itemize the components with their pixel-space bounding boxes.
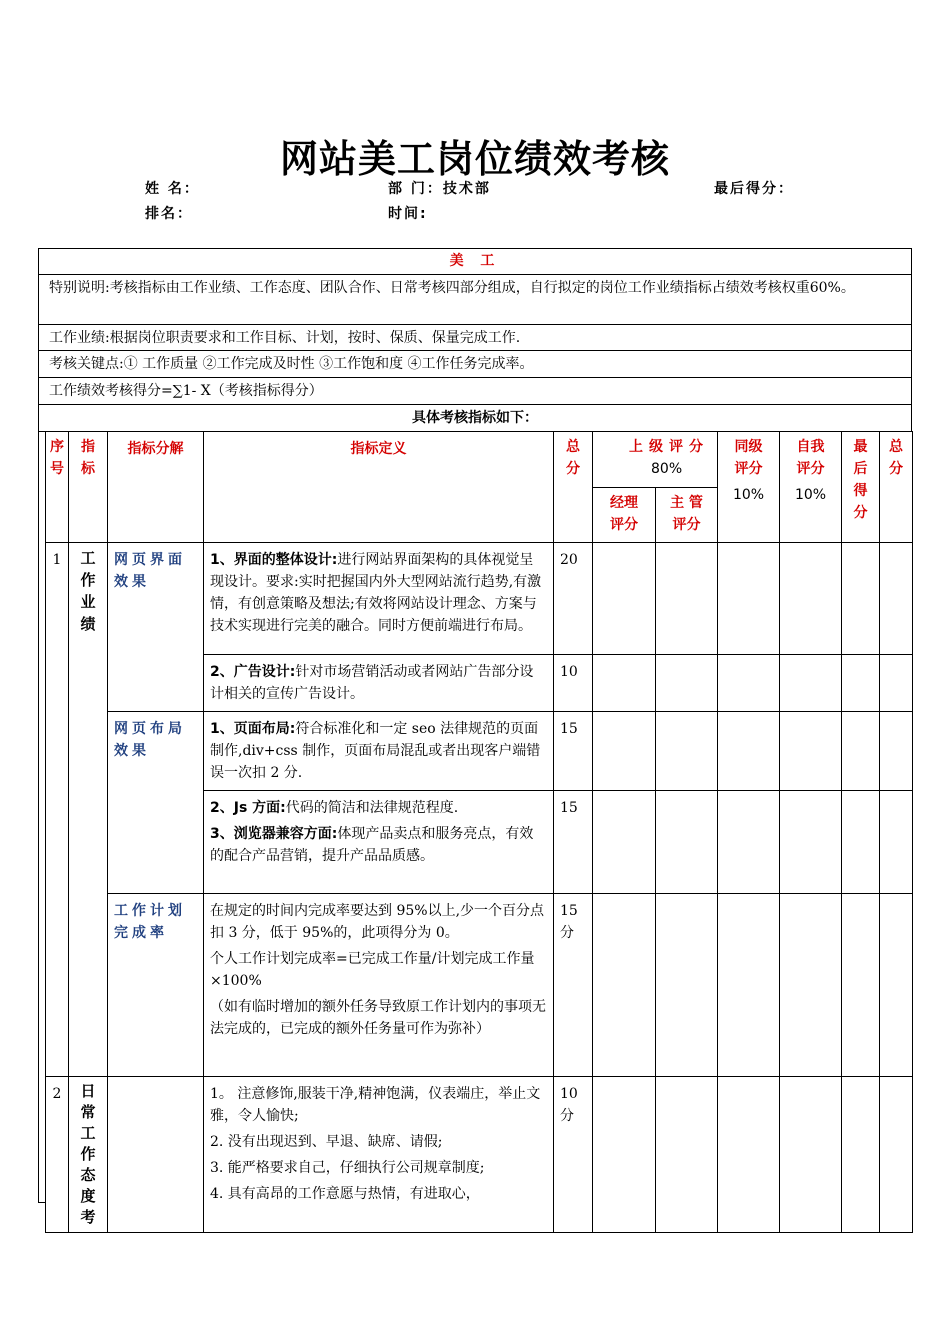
header-definition: 指标定义 bbox=[204, 432, 554, 543]
blank-cell bbox=[593, 655, 656, 712]
table-row bbox=[46, 712, 913, 791]
self-label: 自我评分 bbox=[796, 439, 825, 477]
item-text: 1。 注意修饰,服装干净,精神饱满，仪表端庄，举止文雅，令人愉快; bbox=[210, 1086, 541, 1124]
left-border bbox=[38, 431, 39, 1203]
table-row bbox=[46, 894, 913, 1077]
blank-cell bbox=[842, 543, 880, 655]
header-peer bbox=[718, 432, 780, 543]
blank-cell bbox=[593, 712, 656, 791]
blank-cell bbox=[880, 712, 913, 791]
score-cell: 10分 bbox=[554, 1077, 593, 1233]
item-text: 进行网站界面架构的具体视觉呈现设计。要求:实时把握国内外大型网站流行趋势,有激情，有创意策略及想法;有效将网站设计理念、方案与技术实现进行完美的融合。同时方便前端进行布局。 bbox=[210, 552, 542, 634]
cat-page-interface: 网页界面效果 bbox=[108, 543, 204, 712]
header-final: 最后得分 bbox=[842, 432, 880, 543]
def-plan-completion bbox=[204, 894, 554, 1077]
dept-label: 部 门：技术部 bbox=[388, 181, 491, 197]
blank-cell bbox=[842, 791, 880, 894]
item-text: 在规定的时间内完成率要达到 95%以上,少一个百分点扣 3 分，低于 95%的，此项得分为 0。 bbox=[210, 903, 545, 941]
item-title: 3、浏览器兼容方面: bbox=[210, 826, 338, 842]
item-browser bbox=[210, 823, 547, 867]
cat-plan-completion: 工作计划完成率 bbox=[108, 894, 204, 1077]
item-title: 1、界面的整体设计: bbox=[210, 552, 338, 568]
formula-note: 工作绩效考核得分=∑1- X（考核指标得分） bbox=[38, 378, 912, 405]
self-pct: 10% bbox=[794, 487, 827, 503]
def-page-layout bbox=[204, 712, 554, 791]
header-supervisor: 主 管评分 bbox=[656, 488, 718, 543]
item-text: 符合标准化和一定 seo 法律规范的页面制作,div+css 制作，页面布局混乱或者出现客户端错误一次扣 2 分. bbox=[210, 721, 541, 781]
detail-heading: 具体考核指标如下： bbox=[38, 405, 912, 432]
blank-cell bbox=[780, 655, 842, 712]
blank-cell bbox=[656, 655, 718, 712]
blank-cell bbox=[880, 1077, 913, 1233]
superior-label: 上级评分 bbox=[629, 439, 709, 455]
blank-cell bbox=[842, 712, 880, 791]
blank-cell bbox=[780, 791, 842, 894]
header-manager: 经理评分 bbox=[593, 488, 656, 543]
blank-cell bbox=[656, 712, 718, 791]
blank-cell bbox=[718, 712, 780, 791]
row2-indicator: 日常工作态度考 bbox=[69, 1077, 108, 1233]
item-text: 个人工作计划完成率=已完成工作量/计划完成工作量×100% bbox=[210, 951, 535, 989]
header-self bbox=[780, 432, 842, 543]
header-total-score: 总分 bbox=[554, 432, 593, 543]
time-label: 时间: bbox=[388, 206, 428, 222]
item-text: 针对市场营销活动或者网站广告部分设计相关的宣传广告设计。 bbox=[210, 664, 534, 702]
blank-cell bbox=[593, 1077, 656, 1233]
blank-cell bbox=[880, 543, 913, 655]
header-row-1 bbox=[46, 432, 913, 488]
item-title: 2、Js 方面: bbox=[210, 800, 286, 816]
score-cell: 10 bbox=[554, 655, 593, 712]
page-title: 网站美工岗位绩效考核 bbox=[279, 137, 670, 181]
def-js-browser bbox=[204, 791, 554, 894]
blank-cell bbox=[656, 791, 718, 894]
blank-cell bbox=[842, 1077, 880, 1233]
blank-cell bbox=[108, 1077, 204, 1233]
key-points-note: 考核关键点:① 工作质量 ②工作完成及时性 ③工作饱和度 ④工作任务完成率。 bbox=[38, 351, 912, 378]
assessment-table bbox=[45, 431, 913, 1233]
peer-label: 同级评分 bbox=[734, 439, 763, 477]
blank-cell bbox=[718, 791, 780, 894]
header-seq: 序号 bbox=[46, 432, 69, 543]
def-overall-design bbox=[204, 543, 554, 655]
score-cell: 15分 bbox=[554, 894, 593, 1077]
blank-cell bbox=[842, 894, 880, 1077]
blank-cell bbox=[780, 543, 842, 655]
peer-pct: 10% bbox=[732, 487, 765, 503]
performance-note: 工作业绩:根据岗位职责要求和工作目标、计划，按时、保质、保量完成工作. bbox=[38, 325, 912, 351]
blank-cell bbox=[718, 894, 780, 1077]
final-score-label: 最后得分： bbox=[714, 181, 794, 197]
item-title: 2、广告设计: bbox=[210, 664, 296, 680]
header-indicator: 指标 bbox=[69, 432, 108, 543]
blank-cell bbox=[718, 1077, 780, 1233]
item-text: 代码的简洁和法律规范程度. bbox=[285, 800, 459, 816]
blank-cell bbox=[656, 543, 718, 655]
blank-cell bbox=[593, 791, 656, 894]
superior-pct: 80% bbox=[651, 461, 683, 477]
blank-cell bbox=[780, 1077, 842, 1233]
name-label: 姓 名： bbox=[145, 181, 200, 197]
row2-seq: 2 bbox=[46, 1077, 69, 1233]
table-row bbox=[46, 543, 913, 655]
def-daily-attitude bbox=[204, 1077, 554, 1233]
blank-cell bbox=[880, 791, 913, 894]
header-superior bbox=[593, 432, 718, 488]
blank-cell bbox=[880, 894, 913, 1077]
score-cell: 15 bbox=[554, 791, 593, 894]
role-heading: 美 工 bbox=[38, 248, 912, 275]
rank-label: 排名： bbox=[145, 206, 193, 222]
item-text: 4. 具有高昂的工作意愿与热情，有进取心， bbox=[210, 1186, 480, 1202]
score-cell: 20 bbox=[554, 543, 593, 655]
blank-cell bbox=[593, 894, 656, 1077]
row1-indicator: 工作业绩 bbox=[69, 543, 108, 1077]
blank-cell bbox=[593, 543, 656, 655]
blank-cell bbox=[880, 655, 913, 712]
item-text: 2. 没有出现迟到、早退、缺席、请假; bbox=[210, 1134, 443, 1150]
blank-cell bbox=[656, 1077, 718, 1233]
header-breakdown: 指标分解 bbox=[108, 432, 204, 543]
item-title: 1、页面布局: bbox=[210, 721, 296, 737]
cat-page-layout: 网页布局效果 bbox=[108, 712, 204, 894]
item-text: （如有临时增加的额外任务导致原工作计划内的事项无法完成的，已完成的额外任务量可作为弥补） bbox=[210, 999, 546, 1037]
blank-cell bbox=[718, 543, 780, 655]
def-ad-design bbox=[204, 655, 554, 712]
special-note: 特别说明:考核指标由工作业绩、工作态度、团队合作、日常考核四部分组成，自行拟定的岗位工作业绩指标占绩效考核权重60%。 bbox=[38, 275, 912, 325]
table-row bbox=[46, 1077, 913, 1233]
item-text: 3. 能严格要求自己，仔细执行公司规章制度; bbox=[210, 1160, 485, 1176]
item-js bbox=[210, 797, 547, 819]
header-total: 总分 bbox=[880, 432, 913, 543]
blank-cell bbox=[780, 712, 842, 791]
blank-cell bbox=[718, 655, 780, 712]
blank-cell bbox=[656, 894, 718, 1077]
blank-cell bbox=[842, 655, 880, 712]
score-cell: 15 bbox=[554, 712, 593, 791]
blank-cell bbox=[780, 894, 842, 1077]
row1-seq: 1 bbox=[46, 543, 69, 1077]
item-text: 体现产品卖点和服务亮点，有效的配合产品营销，提升产品品质感。 bbox=[210, 826, 534, 864]
